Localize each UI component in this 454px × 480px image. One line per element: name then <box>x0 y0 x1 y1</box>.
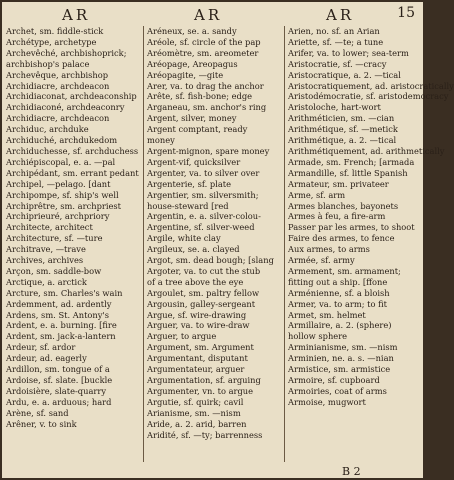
dictionary-entry: Arête, sf. fish-bone; edge <box>147 91 253 102</box>
dictionary-entry: Aréomètre, sm. areometer <box>147 47 259 58</box>
dictionary-entry: Aridité, sf. —ty; barrenness <box>147 429 263 440</box>
dictionary-entry: Aristodémocratie, sf. aristodemocracy <box>288 91 449 102</box>
dictionary-entry: Argent, silver, money <box>147 113 237 124</box>
dictionary-entry: Armade, sm. French; [armada <box>288 156 415 167</box>
dictionary-entry: Arien, no. sf. an Arian <box>288 26 380 36</box>
dictionary-entry: Arcture, sm. Charles's wain <box>6 287 123 298</box>
dictionary-entry: Arithmétiquement, ad. arithmetically <box>288 145 445 156</box>
dictionary-entry: fitting out a ship. [ffone <box>288 276 388 287</box>
dictionary-entry: Argoulet, sm. paltry fellow <box>147 287 260 298</box>
dictionary-entry: Aristocratie, sf. —cracy <box>288 58 387 69</box>
dictionary-entry: Ariette, sf. —te; a tune <box>288 36 384 47</box>
dictionary-entry: Archipédant, sm. errant pedant <box>6 167 139 178</box>
dictionary-entry: Argue, sf. wire-drawing <box>147 309 247 320</box>
column-divider <box>143 26 144 462</box>
dictionary-entry: Architecture, sf. —ture <box>6 233 103 244</box>
dictionary-entry: Archidiaconat, archdeaconship <box>6 91 137 102</box>
dictionary-entry: Faire des armes, to fence <box>288 233 395 244</box>
dictionary-entry: Aux armes, to arms <box>288 244 370 255</box>
dictionary-entry: Archiduc, archduke <box>6 124 89 135</box>
dictionary-entry: Argentier, sm. silversmith; <box>147 189 259 200</box>
dictionary-page <box>2 2 454 478</box>
dictionary-entry: Ardent, e. a. burning. [fire <box>6 320 117 331</box>
column-header-right: AR <box>326 6 355 24</box>
dictionary-entry: Argent-vif, quicksilver <box>147 156 241 167</box>
dictionary-entry: Arianisme, sm. —nism <box>147 407 241 418</box>
dictionary-entry: Arène, sf. sand <box>6 407 69 418</box>
dictionary-entry: Aréole, sf. circle of the pap <box>147 36 261 47</box>
dictionary-entry: Argot, sm. dead bough; [slang <box>147 255 274 266</box>
dictionary-entry: Argenterie, sf. plate <box>147 178 232 189</box>
dictionary-entry: Ardeur, sf. ardor <box>6 342 76 353</box>
dictionary-entry: Armer, va. to arm; to fit <box>288 298 387 309</box>
dictionary-entry: Argile, white clay <box>147 233 221 244</box>
dictionary-entry: Arguer, va. to wire-draw <box>147 320 250 331</box>
dictionary-entry: Arguer, to argue <box>147 331 217 342</box>
dictionary-entry: Arme, sf. arm <box>288 189 346 200</box>
entries-column-left <box>6 26 139 466</box>
dictionary-entry: Archétype, archetype <box>6 36 97 47</box>
dictionary-entry: hollow sphere <box>288 331 348 342</box>
dictionary-entry: Aristoloche, hart-wort <box>288 102 381 113</box>
dictionary-entry: archbishop's palace <box>6 58 90 69</box>
dictionary-entry: Aréopage, Areopagus <box>147 58 238 69</box>
dictionary-entry: Architrave, —trave <box>6 244 86 255</box>
dictionary-entry: Archidiacre, archdeacon <box>6 80 110 91</box>
dictionary-entry: Arctique, a. arctick <box>6 276 87 287</box>
dictionary-entry: Archipompe, sf. ship's well <box>6 189 119 200</box>
dictionary-entry: Archevêque, archbishop <box>6 69 109 80</box>
dictionary-entry: Argument, sm. Argument <box>147 342 254 353</box>
dictionary-entry: Arminianisme, sm. —nism <box>288 342 398 353</box>
dictionary-entry: Aristocratiquement, ad. aristocratically <box>288 80 454 91</box>
dictionary-entry: Archiduchesse, sf. archduchess <box>6 145 139 156</box>
dictionary-entry: Aréopagite, —gite <box>147 69 224 80</box>
dictionary-entry: Aride, a. 2. arid, barren <box>147 418 247 429</box>
dictionary-entry: Arifer, va. to lower; sea-term <box>288 47 409 58</box>
dictionary-entry: Archiprêtre, sm. archpriest <box>6 200 122 211</box>
dictionary-entry: Arçon, sm. saddle-bow <box>6 265 102 276</box>
dictionary-entry: Archet, sm. fiddle-stick <box>6 26 104 36</box>
dictionary-entry: Ardu, e. a. arduous; hard <box>6 396 112 407</box>
dictionary-entry: Arithmétique, a. 2. —tical <box>288 135 397 146</box>
dictionary-entry: Argumentateur, arguer <box>147 364 245 375</box>
dictionary-entry: of a tree above the eye <box>147 276 244 287</box>
dictionary-entry: Arminien, ne. a. s. —nian <box>288 353 394 364</box>
dictionary-entry: Argileux, se. a. clayed <box>147 244 240 255</box>
signature-mark: B 2 <box>342 465 361 478</box>
dictionary-entry: Arithmétique, sf. —metick <box>288 124 398 135</box>
dictionary-entry: Archipel, —pelago. [dant <box>6 178 111 189</box>
dictionary-entry: Argumentation, sf. arguing <box>147 375 261 385</box>
dictionary-entry: Passer par les armes, to shoot <box>288 222 415 233</box>
dictionary-entry: Argentin, e. a. silver-colou- <box>147 211 261 222</box>
dictionary-entry: Ardoisière, slate-quarry <box>6 385 107 396</box>
dictionary-entry: Ardoise, sf. slate. [buckle <box>6 375 113 385</box>
dictionary-entry: Argent comptant, ready <box>147 124 248 135</box>
dictionary-entry: Argutie, sf. quirk; cavil <box>147 396 244 407</box>
dictionary-entry: Armes à feu, a fire-arm <box>288 211 386 222</box>
entries-column-middle <box>147 26 280 466</box>
dictionary-entry: Archidiaconé, archdeaconry <box>6 102 125 113</box>
dictionary-entry: Arer, va. to drag the anchor <box>147 80 264 91</box>
dictionary-entry: Arithméticien, sm. —cian <box>288 113 395 124</box>
column-divider <box>284 26 285 462</box>
dictionary-entry: Ardeur, ad. eagerly <box>6 353 87 364</box>
entries-column-right <box>288 26 454 466</box>
column-header-left: AR <box>62 6 91 24</box>
dictionary-entry: Argumentant, disputant <box>147 353 248 364</box>
dictionary-entry: Ardemment, ad. ardently <box>6 298 112 309</box>
dictionary-entry: Argoter, va. to cut the stub <box>147 265 261 276</box>
dictionary-entry: Armistice, sm. armistice <box>288 364 391 375</box>
dictionary-entry: Archiduché, archdukedom <box>6 135 118 146</box>
dictionary-entry: Armoise, mugwort <box>288 396 366 407</box>
dictionary-entry: Armoiries, coat of arms <box>288 385 387 396</box>
dictionary-entry: Archives, archives <box>6 255 84 266</box>
dictionary-entry: Archiépiscopal, e. a. —pal <box>6 156 116 167</box>
dictionary-entry: Arêner, v. to sink <box>6 418 77 429</box>
dictionary-entry: Ardens, sm. St. Antony's <box>6 309 109 320</box>
dictionary-entry: Ardillon, sm. tongue of a <box>6 364 110 375</box>
dictionary-entry: Ardent, sm. jack-a-lantern <box>6 331 116 342</box>
dictionary-entry: Archidiacre, archdeacon <box>6 113 110 124</box>
dictionary-entry: Argousin, galley-sergeant <box>147 298 256 309</box>
dictionary-entry: house-steward [red <box>147 200 229 211</box>
dictionary-entry: Argentine, sf. silver-weed <box>147 222 255 233</box>
dictionary-entry: Armet, sm. helmet <box>288 309 366 320</box>
dictionary-entry: Armement, sm. armament; <box>288 265 401 276</box>
dictionary-entry: Argenter, va. to silver over <box>147 167 260 178</box>
dictionary-entry: Armes blanches, bayonets <box>288 200 399 211</box>
dictionary-entry: Aristocratique, a. 2. —tical <box>288 69 401 80</box>
dictionary-entry: money <box>147 135 175 146</box>
dictionary-entry: Archevêché, archbishoprick; <box>6 47 127 58</box>
page-number: 15 <box>397 5 415 21</box>
dictionary-entry: Armée, sf. army <box>288 255 355 266</box>
dictionary-entry: Arganeau, sm. anchor's ring <box>147 102 267 113</box>
dictionary-entry: Armoire, sf. cupboard <box>288 375 380 385</box>
dictionary-entry: Argent-mignon, spare money <box>147 145 270 156</box>
dictionary-entry: Armateur, sm. privateer <box>288 178 389 189</box>
dictionary-entry: Architecte, architect <box>6 222 93 233</box>
dictionary-entry: Archiprieuré, archpriory <box>6 211 110 222</box>
dictionary-entry: Arménienne, sf. a bloish <box>288 287 390 298</box>
dictionary-entry: Armillaire, a. 2. (sphere) <box>288 320 392 331</box>
dictionary-entry: Armandille, sf. little Spanish <box>288 167 408 178</box>
dictionary-entry: Argumenter, vn. to argue <box>147 385 254 396</box>
dictionary-entry: Aréneux, se. a. sandy <box>147 26 237 36</box>
column-header-middle: AR <box>194 6 223 24</box>
